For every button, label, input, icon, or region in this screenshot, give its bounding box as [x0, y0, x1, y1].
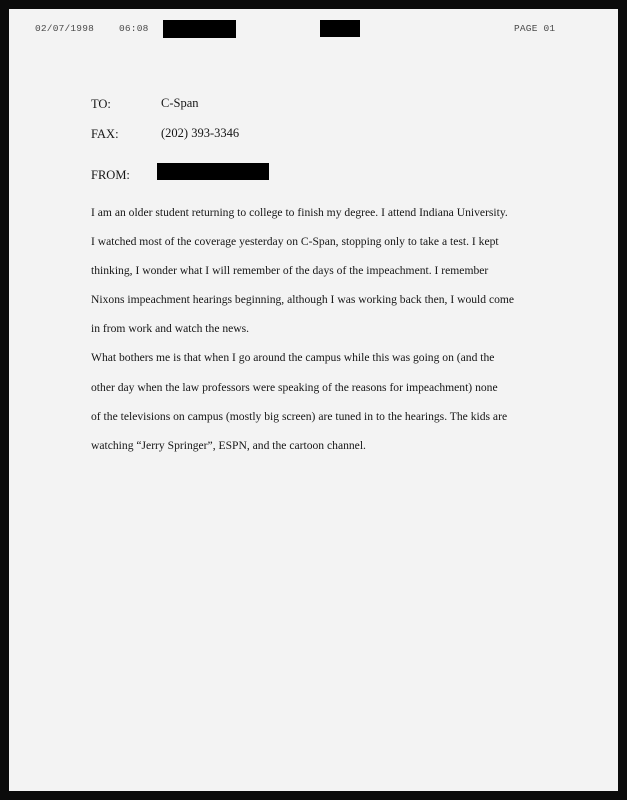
body-line: I watched most of the coverage yesterday on C-Span, stopping only to take a test. I kept: [91, 235, 499, 249]
letter-body: [91, 205, 561, 467]
fax-date: 02/07/1998: [35, 23, 95, 34]
from-label: FROM:: [91, 168, 130, 182]
redaction-block: [163, 20, 236, 38]
body-line: I am an older student returning to college to finish my degree. I attend Indiana University.: [91, 206, 508, 219]
fax-time: 06:08: [119, 23, 149, 34]
body-line: Nixons impeachment hearings beginning, although I was working back then, I would come: [91, 293, 515, 307]
fax-page: [9, 9, 618, 791]
fax-number: (202) 393-3346: [161, 126, 240, 140]
body-line: What bothers me is that when I go around the campus while this was going on (and the: [91, 351, 495, 365]
body-line: of the televisions on campus (mostly big screen) are tuned in to the hearings. The kids are: [91, 409, 508, 423]
body-line: in from work and watch the news.: [91, 322, 250, 336]
fax-label: FAX:: [91, 127, 119, 141]
to-value: C-Span: [161, 96, 199, 110]
body-line: watching “Jerry Springer”, ESPN, and the cartoon channel.: [91, 438, 366, 452]
fax-page-number: PAGE 01: [514, 23, 556, 34]
to-label: TO:: [91, 97, 111, 111]
from-redaction: [157, 163, 269, 180]
body-line: other day when the law professors were speaking of the reasons for impeachment) none: [91, 380, 498, 394]
body-line: thinking, I wonder what I will remember of the days of the impeachment. I remember: [91, 264, 489, 278]
fax-transmission-header: [9, 23, 618, 37]
redaction-block: [320, 20, 360, 37]
